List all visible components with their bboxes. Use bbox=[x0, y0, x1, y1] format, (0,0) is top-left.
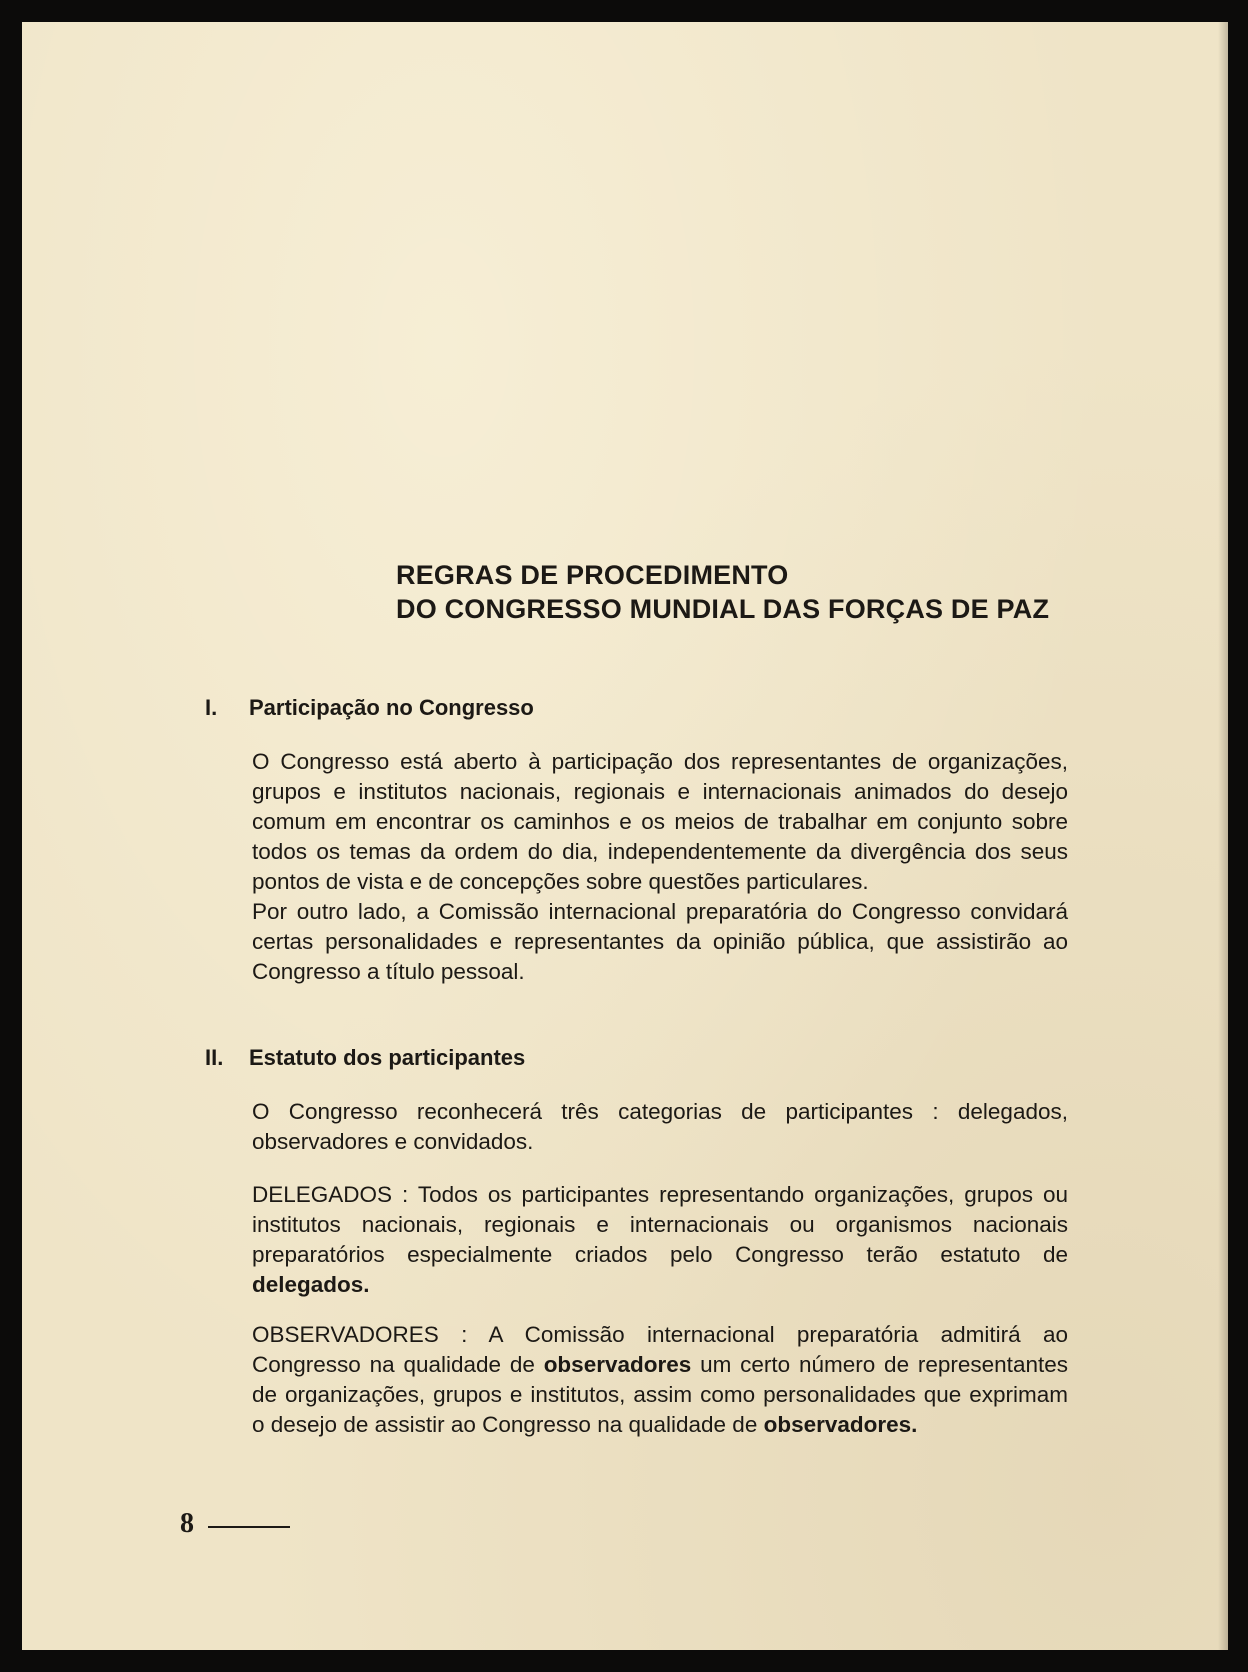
section-2-number: II. bbox=[205, 1045, 224, 1070]
delegados-text: Todos os participantes representando organizações, grupos ou institutos nacionais, regionais e internacionais ou organismos nacionais preparatórios especialmente criados pelo Congresso terão estatuto de bbox=[252, 1182, 1068, 1267]
heading-line-2: DO CONGRESSO MUNDIAL DAS FORÇAS DE PAZ bbox=[396, 594, 1050, 624]
delegados-emphasis: delegados. bbox=[252, 1272, 370, 1297]
observadores-label: OBSERVADORES : bbox=[252, 1322, 468, 1347]
observadores-text-2: um certo número de representantes de organizações, grupos e institutos, assim como personalidades que exprimam o desejo de assistir ao Congresso na qualidade de bbox=[252, 1352, 1068, 1437]
observadores-emphasis-2: observadores. bbox=[763, 1412, 918, 1437]
section-1-body bbox=[252, 747, 1068, 987]
delegados-paragraph bbox=[252, 1180, 1068, 1300]
section-2-title bbox=[205, 1044, 525, 1072]
delegados-label: DELEGADOS : bbox=[252, 1182, 409, 1207]
page-number-rule bbox=[208, 1526, 290, 1528]
section-1-paragraph-2: Por outro lado, a Comissão internacional preparatória do Congresso convidará certas personalidades e representantes da opinião pública, que assistirão ao Congresso a título pessoal. bbox=[252, 899, 1068, 984]
observadores-text-1: A Comissão internacional preparatória admitirá ao Congresso na qualidade de bbox=[252, 1322, 1069, 1377]
document-heading bbox=[396, 558, 1116, 626]
section-1-title-text: Participação no Congresso bbox=[249, 695, 534, 720]
observadores-emphasis-1: observadores bbox=[543, 1352, 692, 1377]
section-2-title-text: Estatuto dos participantes bbox=[249, 1045, 526, 1070]
observadores-paragraph bbox=[252, 1320, 1068, 1440]
section-2-intro: O Congresso reconhecerá três categorias de participantes : delegados, observadores e convidados. bbox=[252, 1099, 1068, 1154]
heading-line-1: REGRAS DE PROCEDIMENTO bbox=[396, 560, 789, 590]
page-number: 8 bbox=[180, 1508, 194, 1539]
section-1-title bbox=[205, 694, 534, 722]
page-edge-shadow bbox=[1218, 22, 1228, 1650]
section-1-paragraph-1: O Congresso está aberto à participação dos representantes de organizações, grupos e institutos nacionais, regionais e internacionais animados do desejo comum em encontrar os caminhos e os meios de trabalhar em conjunto sobre todos os temas da ordem do dia, independentemente da divergência dos seus pontos de vista e de concepções sobre questões particulares. bbox=[252, 749, 1068, 894]
section-1-number: I. bbox=[205, 695, 218, 720]
